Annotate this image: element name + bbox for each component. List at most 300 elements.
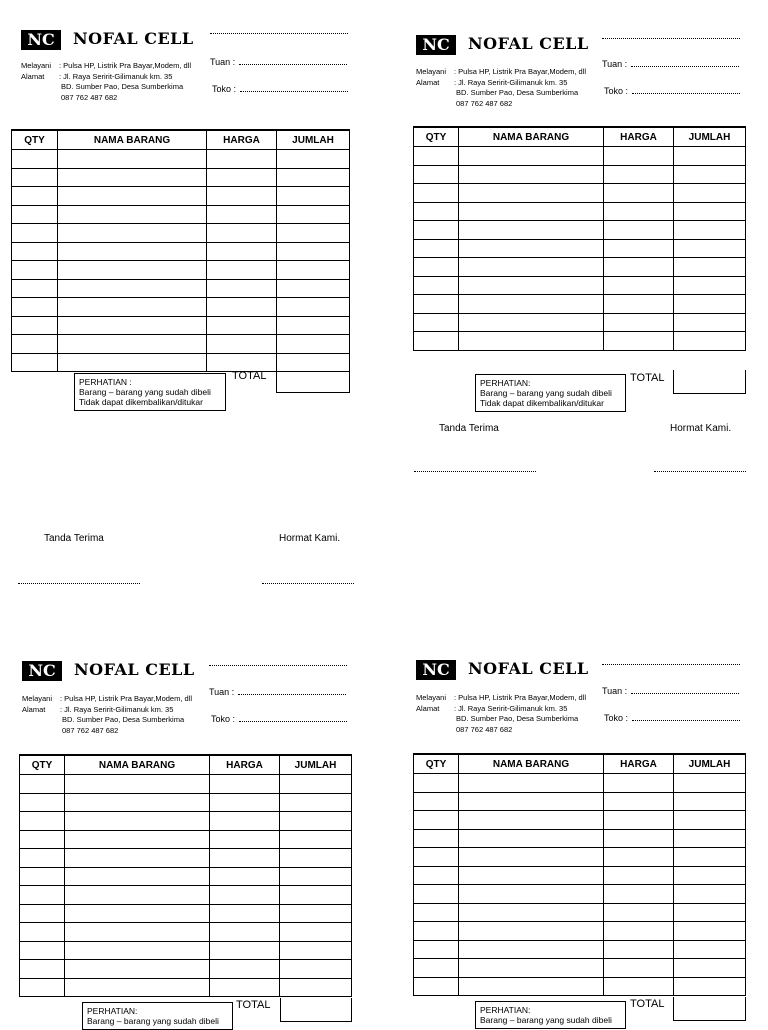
table-row bbox=[12, 316, 350, 335]
toko-field[interactable] bbox=[604, 86, 740, 96]
harga-cell[interactable] bbox=[210, 775, 280, 794]
nama-barang-cell[interactable] bbox=[459, 184, 604, 203]
jumlah-cell[interactable] bbox=[280, 923, 352, 942]
items-table bbox=[413, 126, 746, 351]
table-row bbox=[414, 903, 746, 922]
melayani-text: : Pulsa HP, Listrik Pra Bayar,Modem, dll bbox=[454, 67, 586, 76]
qty-cell[interactable] bbox=[414, 239, 459, 258]
nama-barang-cell[interactable] bbox=[58, 168, 207, 187]
nama-barang-cell[interactable] bbox=[459, 959, 604, 978]
qty-cell[interactable] bbox=[414, 221, 459, 240]
alamat-line-1: : Jl. Raya Seririt-Gilimanuk km. 35 bbox=[59, 71, 173, 81]
jumlah-cell[interactable] bbox=[674, 959, 746, 978]
nama-barang-cell[interactable] bbox=[459, 258, 604, 277]
qty-cell[interactable] bbox=[414, 202, 459, 221]
jumlah-cell[interactable] bbox=[280, 830, 352, 849]
harga-cell[interactable] bbox=[604, 239, 674, 258]
qty-cell[interactable] bbox=[20, 886, 65, 905]
tuan-label: Tuan : bbox=[602, 59, 628, 69]
qty-cell[interactable] bbox=[20, 812, 65, 831]
jumlah-cell[interactable] bbox=[674, 202, 746, 221]
tuan-label: Tuan : bbox=[209, 687, 235, 697]
col-nama-barang: NAMA BARANG bbox=[65, 755, 210, 775]
alamat-label: Alamat bbox=[22, 704, 46, 714]
jumlah-cell[interactable] bbox=[280, 941, 352, 960]
nama-barang-cell[interactable] bbox=[58, 261, 207, 280]
qty-cell[interactable] bbox=[414, 258, 459, 277]
table-row bbox=[20, 886, 352, 905]
alamat-line-1: : Jl. Raya Seririt-Gilimanuk km. 35 bbox=[454, 77, 568, 87]
qty-cell[interactable] bbox=[414, 184, 459, 203]
jumlah-cell[interactable] bbox=[277, 261, 350, 280]
table-row bbox=[12, 335, 350, 354]
jumlah-cell[interactable] bbox=[674, 977, 746, 996]
qty-cell[interactable] bbox=[414, 774, 459, 793]
harga-cell[interactable] bbox=[207, 279, 277, 298]
notice-box bbox=[475, 1001, 626, 1029]
harga-cell[interactable] bbox=[604, 885, 674, 904]
nama-barang-cell[interactable] bbox=[65, 886, 210, 905]
jumlah-cell[interactable] bbox=[674, 848, 746, 867]
harga-cell[interactable] bbox=[604, 903, 674, 922]
harga-cell[interactable] bbox=[207, 224, 277, 243]
col-jumlah: JUMLAH bbox=[674, 754, 746, 774]
qty-cell[interactable] bbox=[414, 829, 459, 848]
jumlah-cell[interactable] bbox=[674, 165, 746, 184]
notice-box bbox=[74, 373, 226, 411]
harga-cell[interactable] bbox=[604, 922, 674, 941]
alamat-label: Alamat bbox=[416, 703, 440, 713]
col-jumlah: JUMLAH bbox=[674, 127, 746, 147]
harga-cell[interactable] bbox=[604, 940, 674, 959]
nama-barang-cell[interactable] bbox=[65, 849, 210, 868]
total-value-box[interactable] bbox=[280, 998, 352, 1022]
qty-cell[interactable] bbox=[12, 150, 58, 169]
jumlah-cell[interactable] bbox=[280, 960, 352, 979]
jumlah-cell[interactable] bbox=[674, 313, 746, 332]
melayani-text: : Pulsa HP, Listrik Pra Bayar,Modem, dll bbox=[454, 693, 586, 702]
toko-label: Toko : bbox=[212, 84, 237, 94]
nama-barang-cell[interactable] bbox=[65, 812, 210, 831]
table-row bbox=[12, 279, 350, 298]
qty-cell[interactable] bbox=[20, 830, 65, 849]
harga-cell[interactable] bbox=[210, 904, 280, 923]
nama-barang-cell[interactable] bbox=[459, 977, 604, 996]
qty-cell[interactable] bbox=[414, 147, 459, 166]
alamat-line-2: BD. Sumber Pao, Desa Sumberkima bbox=[456, 714, 579, 723]
qty-cell[interactable] bbox=[414, 792, 459, 811]
notice-box bbox=[82, 1002, 233, 1030]
harga-cell[interactable] bbox=[207, 242, 277, 261]
qty-cell[interactable] bbox=[12, 353, 58, 372]
notice-title: PERHATIAN: bbox=[87, 1006, 138, 1016]
harga-cell[interactable] bbox=[207, 168, 277, 187]
nama-barang-cell[interactable] bbox=[459, 276, 604, 295]
items-table bbox=[19, 754, 352, 997]
harga-cell[interactable] bbox=[604, 332, 674, 351]
nama-barang-cell[interactable] bbox=[459, 829, 604, 848]
qty-cell[interactable] bbox=[12, 335, 58, 354]
nama-barang-cell[interactable] bbox=[459, 774, 604, 793]
total-value-box[interactable] bbox=[673, 997, 746, 1021]
qty-cell[interactable] bbox=[20, 904, 65, 923]
tuan-field[interactable] bbox=[209, 687, 346, 697]
qty-cell[interactable] bbox=[12, 242, 58, 261]
harga-cell[interactable] bbox=[604, 977, 674, 996]
nama-barang-cell[interactable] bbox=[65, 941, 210, 960]
table-row bbox=[414, 184, 746, 203]
signature-line-left bbox=[18, 583, 140, 584]
notice-box bbox=[475, 374, 626, 412]
store-info bbox=[21, 61, 191, 103]
harga-cell[interactable] bbox=[210, 941, 280, 960]
harga-cell[interactable] bbox=[210, 793, 280, 812]
col-qty: QTY bbox=[414, 754, 459, 774]
qty-cell[interactable] bbox=[12, 187, 58, 206]
notice-title: PERHATIAN: bbox=[480, 1005, 531, 1015]
alamat-line-2: BD. Sumber Pao, Desa Sumberkima bbox=[62, 715, 185, 724]
nama-barang-cell[interactable] bbox=[459, 239, 604, 258]
jumlah-cell[interactable] bbox=[280, 886, 352, 905]
nama-barang-cell[interactable] bbox=[65, 867, 210, 886]
nama-barang-cell[interactable] bbox=[459, 866, 604, 885]
qty-cell[interactable] bbox=[414, 295, 459, 314]
jumlah-cell[interactable] bbox=[674, 940, 746, 959]
jumlah-cell[interactable] bbox=[674, 147, 746, 166]
harga-cell[interactable] bbox=[207, 187, 277, 206]
qty-cell[interactable] bbox=[20, 978, 65, 997]
nama-barang-cell[interactable] bbox=[459, 313, 604, 332]
nama-barang-cell[interactable] bbox=[459, 332, 604, 351]
alamat-label: Alamat bbox=[21, 71, 45, 81]
nama-barang-cell[interactable] bbox=[459, 940, 604, 959]
harga-cell[interactable] bbox=[207, 353, 277, 372]
harga-cell[interactable] bbox=[604, 276, 674, 295]
qty-cell[interactable] bbox=[20, 849, 65, 868]
table-row bbox=[414, 940, 746, 959]
nama-barang-cell[interactable] bbox=[459, 202, 604, 221]
jumlah-cell[interactable] bbox=[674, 295, 746, 314]
col-nama-barang: NAMA BARANG bbox=[459, 754, 604, 774]
qty-cell[interactable] bbox=[414, 811, 459, 830]
nama-barang-cell[interactable] bbox=[65, 960, 210, 979]
table-row bbox=[414, 258, 746, 277]
toko-field[interactable] bbox=[212, 84, 348, 94]
toko-label: Toko : bbox=[604, 86, 629, 96]
qty-cell[interactable] bbox=[414, 313, 459, 332]
nama-barang-cell[interactable] bbox=[459, 885, 604, 904]
table-row bbox=[20, 923, 352, 942]
table-row bbox=[20, 960, 352, 979]
tuan-field[interactable] bbox=[602, 686, 739, 696]
qty-cell[interactable] bbox=[20, 867, 65, 886]
nama-barang-cell[interactable] bbox=[459, 922, 604, 941]
store-name: NOFAL CELL bbox=[468, 659, 589, 678]
jumlah-cell[interactable] bbox=[280, 978, 352, 997]
notice-title: PERHATIAN: bbox=[480, 378, 531, 388]
items-body bbox=[414, 774, 746, 996]
jumlah-cell[interactable] bbox=[674, 239, 746, 258]
harga-cell[interactable] bbox=[604, 295, 674, 314]
table-row bbox=[414, 313, 746, 332]
nama-barang-cell[interactable] bbox=[65, 830, 210, 849]
table-row bbox=[414, 792, 746, 811]
jumlah-cell[interactable] bbox=[674, 774, 746, 793]
jumlah-cell[interactable] bbox=[277, 187, 350, 206]
qty-cell[interactable] bbox=[12, 168, 58, 187]
jumlah-cell[interactable] bbox=[277, 205, 350, 224]
qty-cell[interactable] bbox=[414, 165, 459, 184]
nama-barang-cell[interactable] bbox=[65, 923, 210, 942]
table-row bbox=[414, 922, 746, 941]
jumlah-cell[interactable] bbox=[280, 849, 352, 868]
table-row bbox=[20, 978, 352, 997]
nama-barang-cell[interactable] bbox=[58, 298, 207, 317]
table-row bbox=[12, 150, 350, 169]
jumlah-cell[interactable] bbox=[277, 316, 350, 335]
items-body bbox=[12, 150, 350, 372]
jumlah-cell[interactable] bbox=[277, 224, 350, 243]
jumlah-cell[interactable] bbox=[277, 279, 350, 298]
table-row bbox=[414, 885, 746, 904]
col-qty: QTY bbox=[12, 130, 58, 150]
signature-line-right bbox=[262, 583, 354, 584]
melayani-label: Melayani bbox=[416, 67, 447, 76]
toko-label: Toko : bbox=[211, 714, 236, 724]
qty-cell[interactable] bbox=[20, 793, 65, 812]
table-row bbox=[414, 165, 746, 184]
table-row bbox=[20, 793, 352, 812]
total-value-box[interactable] bbox=[673, 370, 746, 394]
store-logo: NC bbox=[416, 35, 456, 55]
jumlah-cell[interactable] bbox=[280, 867, 352, 886]
nama-barang-cell[interactable] bbox=[58, 187, 207, 206]
nama-barang-cell[interactable] bbox=[58, 335, 207, 354]
table-row bbox=[20, 849, 352, 868]
harga-cell[interactable] bbox=[210, 960, 280, 979]
harga-cell[interactable] bbox=[604, 866, 674, 885]
qty-cell[interactable] bbox=[414, 977, 459, 996]
jumlah-cell[interactable] bbox=[277, 168, 350, 187]
harga-cell[interactable] bbox=[207, 335, 277, 354]
col-harga: HARGA bbox=[604, 127, 674, 147]
store-info bbox=[416, 67, 586, 109]
qty-cell[interactable] bbox=[20, 923, 65, 942]
harga-cell[interactable] bbox=[207, 298, 277, 317]
harga-cell[interactable] bbox=[604, 313, 674, 332]
nama-barang-cell[interactable] bbox=[58, 279, 207, 298]
nama-barang-cell[interactable] bbox=[65, 775, 210, 794]
nama-barang-cell[interactable] bbox=[459, 165, 604, 184]
qty-cell[interactable] bbox=[20, 960, 65, 979]
nama-barang-cell[interactable] bbox=[459, 848, 604, 867]
jumlah-cell[interactable] bbox=[277, 150, 350, 169]
toko-field[interactable] bbox=[211, 714, 347, 724]
qty-cell[interactable] bbox=[12, 279, 58, 298]
table-row bbox=[20, 867, 352, 886]
qty-cell[interactable] bbox=[414, 848, 459, 867]
nama-barang-cell[interactable] bbox=[65, 793, 210, 812]
nama-barang-cell[interactable] bbox=[459, 221, 604, 240]
tanda-terima-label: Tanda Terima bbox=[439, 423, 499, 434]
tuan-field[interactable] bbox=[210, 57, 347, 67]
jumlah-cell[interactable] bbox=[277, 298, 350, 317]
store-info bbox=[22, 694, 192, 736]
nama-barang-cell[interactable] bbox=[459, 147, 604, 166]
toko-label: Toko : bbox=[604, 713, 629, 723]
items-table bbox=[413, 753, 746, 996]
qty-cell[interactable] bbox=[414, 940, 459, 959]
jumlah-cell[interactable] bbox=[674, 829, 746, 848]
harga-cell[interactable] bbox=[604, 959, 674, 978]
qty-cell[interactable] bbox=[414, 332, 459, 351]
nama-barang-cell[interactable] bbox=[459, 295, 604, 314]
table-row bbox=[414, 848, 746, 867]
table-row bbox=[414, 147, 746, 166]
store-phone: 087 762 487 682 bbox=[61, 92, 118, 102]
melayani-text: : Pulsa HP, Listrik Pra Bayar,Modem, dll bbox=[60, 694, 192, 703]
qty-cell[interactable] bbox=[414, 885, 459, 904]
melayani-text: : Pulsa HP, Listrik Pra Bayar,Modem, dll bbox=[59, 61, 191, 70]
jumlah-cell[interactable] bbox=[674, 221, 746, 240]
nama-barang-cell[interactable] bbox=[459, 792, 604, 811]
toko-field[interactable] bbox=[604, 713, 740, 723]
qty-cell[interactable] bbox=[12, 261, 58, 280]
qty-cell[interactable] bbox=[414, 922, 459, 941]
nama-barang-cell[interactable] bbox=[58, 150, 207, 169]
qty-cell[interactable] bbox=[20, 775, 65, 794]
col-harga: HARGA bbox=[604, 754, 674, 774]
harga-cell[interactable] bbox=[604, 221, 674, 240]
harga-cell[interactable] bbox=[210, 886, 280, 905]
table-row bbox=[20, 775, 352, 794]
jumlah-cell[interactable] bbox=[674, 903, 746, 922]
harga-cell[interactable] bbox=[604, 811, 674, 830]
jumlah-cell[interactable] bbox=[674, 792, 746, 811]
harga-cell[interactable] bbox=[604, 829, 674, 848]
harga-cell[interactable] bbox=[604, 848, 674, 867]
harga-cell[interactable] bbox=[604, 202, 674, 221]
jumlah-cell[interactable] bbox=[277, 335, 350, 354]
store-phone: 087 762 487 682 bbox=[456, 98, 513, 108]
notice-line-1: Barang – barang yang sudah dibeli bbox=[480, 388, 612, 398]
signature-line-left bbox=[414, 471, 536, 472]
items-body bbox=[414, 147, 746, 351]
hormat-kami-label: Hormat Kami. bbox=[279, 533, 341, 544]
notice-title: PERHATIAN : bbox=[79, 377, 132, 387]
table-row bbox=[414, 959, 746, 978]
harga-cell[interactable] bbox=[604, 258, 674, 277]
jumlah-cell[interactable] bbox=[674, 258, 746, 277]
table-row bbox=[414, 239, 746, 258]
jumlah-cell[interactable] bbox=[280, 775, 352, 794]
nama-barang-cell[interactable] bbox=[65, 978, 210, 997]
notice-line-1: Barang – barang yang sudah dibeli bbox=[87, 1016, 219, 1026]
total-label: TOTAL bbox=[236, 999, 271, 1011]
items-table bbox=[11, 129, 350, 372]
qty-cell[interactable] bbox=[414, 866, 459, 885]
harga-cell[interactable] bbox=[210, 923, 280, 942]
col-nama-barang: NAMA BARANG bbox=[58, 130, 207, 150]
hormat-kami-label: Hormat Kami. bbox=[670, 423, 732, 434]
store-phone: 087 762 487 682 bbox=[456, 724, 513, 734]
qty-cell[interactable] bbox=[12, 316, 58, 335]
table-row bbox=[12, 168, 350, 187]
jumlah-cell[interactable] bbox=[674, 184, 746, 203]
nama-barang-cell[interactable] bbox=[459, 811, 604, 830]
harga-cell[interactable] bbox=[210, 830, 280, 849]
jumlah-cell[interactable] bbox=[674, 922, 746, 941]
nama-barang-cell[interactable] bbox=[58, 316, 207, 335]
table-row bbox=[20, 941, 352, 960]
store-logo: NC bbox=[416, 660, 456, 680]
notice-line-1: Barang – barang yang sudah dibeli bbox=[480, 1015, 612, 1025]
table-row bbox=[414, 202, 746, 221]
jumlah-cell[interactable] bbox=[674, 276, 746, 295]
table-row bbox=[12, 224, 350, 243]
jumlah-cell[interactable] bbox=[280, 812, 352, 831]
total-label: TOTAL bbox=[630, 372, 665, 384]
store-logo: NC bbox=[21, 30, 61, 50]
jumlah-cell[interactable] bbox=[280, 793, 352, 812]
qty-cell[interactable] bbox=[12, 298, 58, 317]
qty-cell[interactable] bbox=[414, 959, 459, 978]
qty-cell[interactable] bbox=[414, 276, 459, 295]
nama-barang-cell[interactable] bbox=[58, 242, 207, 261]
nama-barang-cell[interactable] bbox=[65, 904, 210, 923]
harga-cell[interactable] bbox=[210, 978, 280, 997]
melayani-label: Melayani bbox=[21, 61, 52, 70]
jumlah-cell[interactable] bbox=[674, 332, 746, 351]
qty-cell[interactable] bbox=[12, 224, 58, 243]
jumlah-cell[interactable] bbox=[674, 866, 746, 885]
qty-cell[interactable] bbox=[12, 205, 58, 224]
harga-cell[interactable] bbox=[210, 849, 280, 868]
qty-cell[interactable] bbox=[20, 941, 65, 960]
table-row bbox=[414, 977, 746, 996]
harga-cell[interactable] bbox=[207, 150, 277, 169]
harga-cell[interactable] bbox=[207, 261, 277, 280]
harga-cell[interactable] bbox=[604, 165, 674, 184]
col-harga: HARGA bbox=[210, 755, 280, 775]
store-name: NOFAL CELL bbox=[73, 29, 194, 48]
nama-barang-cell[interactable] bbox=[58, 224, 207, 243]
table-row bbox=[414, 295, 746, 314]
tanda-terima-label: Tanda Terima bbox=[44, 533, 104, 544]
jumlah-cell[interactable] bbox=[280, 904, 352, 923]
total-value-box[interactable] bbox=[276, 369, 350, 393]
table-row bbox=[12, 242, 350, 261]
jumlah-cell[interactable] bbox=[674, 811, 746, 830]
table-row bbox=[414, 276, 746, 295]
jumlah-cell[interactable] bbox=[674, 885, 746, 904]
harga-cell[interactable] bbox=[604, 792, 674, 811]
harga-cell[interactable] bbox=[604, 147, 674, 166]
nama-barang-cell[interactable] bbox=[58, 205, 207, 224]
qty-cell[interactable] bbox=[414, 903, 459, 922]
nama-barang-cell[interactable] bbox=[58, 353, 207, 372]
harga-cell[interactable] bbox=[207, 205, 277, 224]
tuan-field[interactable] bbox=[602, 59, 739, 69]
harga-cell[interactable] bbox=[604, 774, 674, 793]
nama-barang-cell[interactable] bbox=[459, 903, 604, 922]
harga-cell[interactable] bbox=[210, 867, 280, 886]
harga-cell[interactable] bbox=[210, 812, 280, 831]
jumlah-cell[interactable] bbox=[277, 242, 350, 261]
harga-cell[interactable] bbox=[207, 316, 277, 335]
harga-cell[interactable] bbox=[604, 184, 674, 203]
alamat-line-2: BD. Sumber Pao, Desa Sumberkima bbox=[456, 88, 579, 97]
